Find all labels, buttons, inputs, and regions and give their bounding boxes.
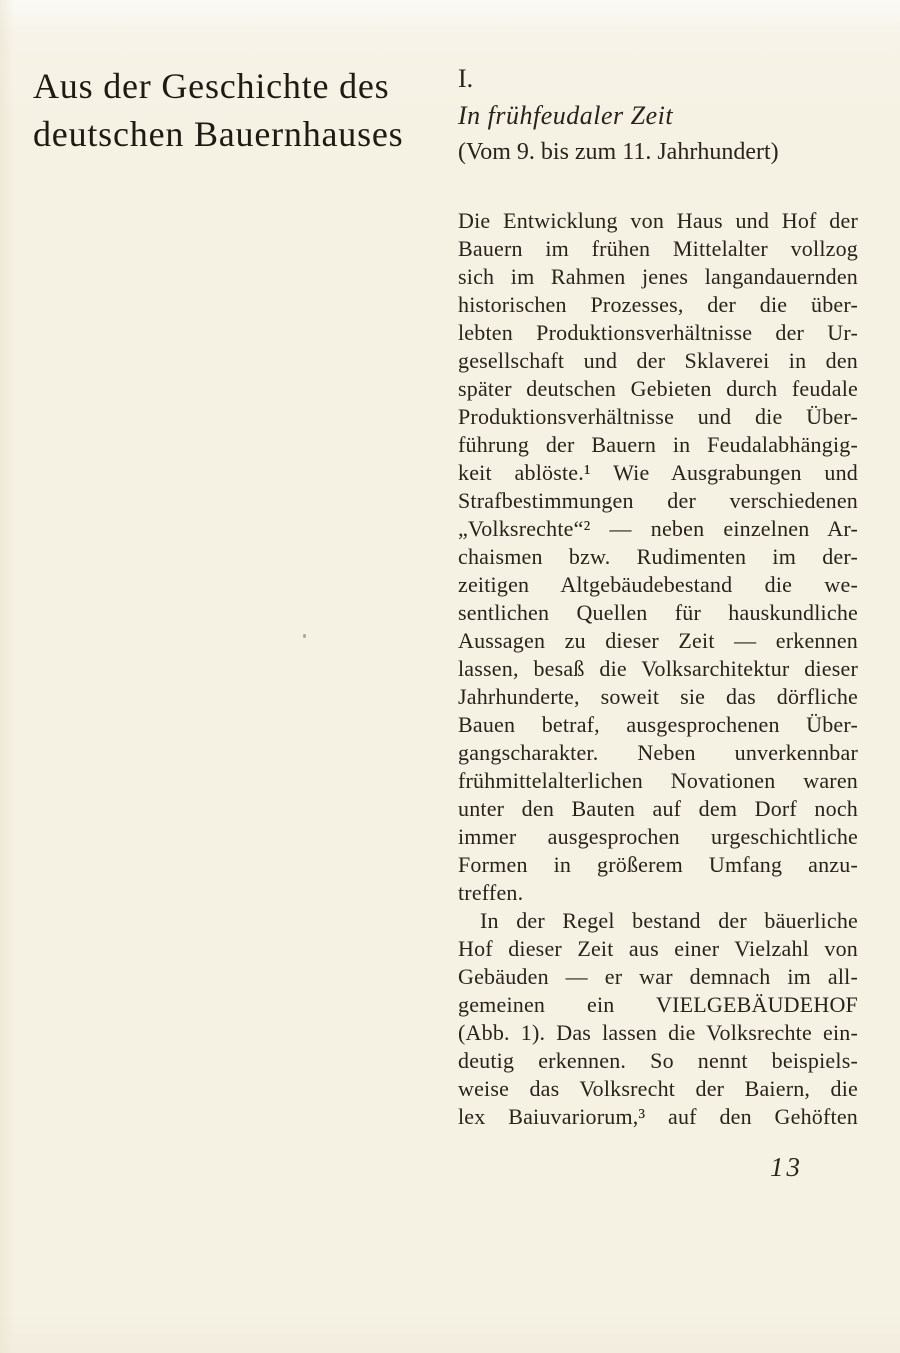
text-line: frühmittelalterlichen Novationen waren	[458, 768, 858, 793]
text-line: gemeinen ein VIELGEBÄUDEHOF	[458, 992, 858, 1017]
text-line: Jahrhunderte, soweit sie das dörfliche	[458, 684, 858, 709]
text-line: weise das Volksrecht der Baiern, die	[458, 1076, 858, 1101]
text-line: immer ausgesprochen urgeschichtliche	[458, 824, 858, 849]
page-number: 13	[770, 1152, 803, 1182]
text-line: Bauern im frühen Mittelalter vollzog	[458, 236, 858, 261]
book-title-line-1: Aus der Geschichte des	[33, 66, 390, 106]
text-line: treffen.	[458, 880, 524, 905]
text-line: keit ablöste.¹ Wie Ausgrabungen und	[458, 460, 858, 485]
text-line: später deutschen Gebieten durch feudale	[458, 376, 858, 401]
text-line: deutig erkennen. So nennt beispiels-	[458, 1048, 858, 1073]
text-line: Formen in größerem Umfang anzu-	[458, 852, 858, 877]
text-line: Hof dieser Zeit aus einer Vielzahl von	[458, 936, 858, 961]
book-title	[33, 62, 463, 158]
chapter-number: I.	[458, 64, 474, 93]
text-line: Produktionsverhältnisse und die Über-	[458, 404, 858, 429]
text-line: unter den Bauten auf dem Dorf noch	[458, 796, 858, 821]
text-line: In der Regel bestand der bäuerliche	[480, 908, 858, 933]
book-title-line-2: deutschen Bauernhauses	[33, 114, 404, 154]
text-line: Die Entwicklung von Haus und Hof der	[458, 208, 858, 233]
body-text	[458, 207, 858, 1131]
text-line: lassen, besaß die Volksarchitektur dieser	[458, 656, 858, 681]
text-line: lebten Produktionsverhältnisse der Ur-	[458, 320, 858, 345]
text-line: lex Baiuvariorum,³ auf den Gehöften	[458, 1104, 858, 1129]
paper-speck	[303, 634, 306, 638]
text-line: gesellschaft und der Sklaverei in den	[458, 348, 858, 373]
chapter-title: In frühfeudaler Zeit	[458, 101, 674, 130]
text-line: Aussagen zu dieser Zeit — erkennen	[458, 628, 858, 653]
text-line: sich im Rahmen jenes langandauernden	[458, 264, 858, 289]
chapter-subtitle: (Vom 9. bis zum 11. Jahrhundert)	[458, 139, 779, 165]
text-column	[458, 60, 858, 1131]
text-line: Strafbestimmungen der verschiedenen	[458, 488, 858, 513]
text-line: zeitigen Altgebäudebestand die we-	[458, 572, 858, 597]
text-line: chaismen bzw. Rudimenten im der-	[458, 544, 858, 569]
text-line: gangscharakter. Neben unverkennbar	[458, 740, 858, 765]
text-line: führung der Bauern in Feudalabhängig-	[458, 432, 858, 457]
text-line: (Abb. 1). Das lassen die Volksrechte ein-	[458, 1020, 858, 1045]
text-line: historischen Prozesses, der die über-	[458, 292, 858, 317]
text-line: Bauen betraf, ausgesprochenen Über-	[458, 712, 858, 737]
text-line: Gebäuden — er war demnach im all-	[458, 964, 858, 989]
text-line: „Volksrechte“² — neben einzelnen Ar-	[458, 516, 858, 541]
text-line: sentlichen Quellen für hauskundliche	[458, 600, 858, 625]
